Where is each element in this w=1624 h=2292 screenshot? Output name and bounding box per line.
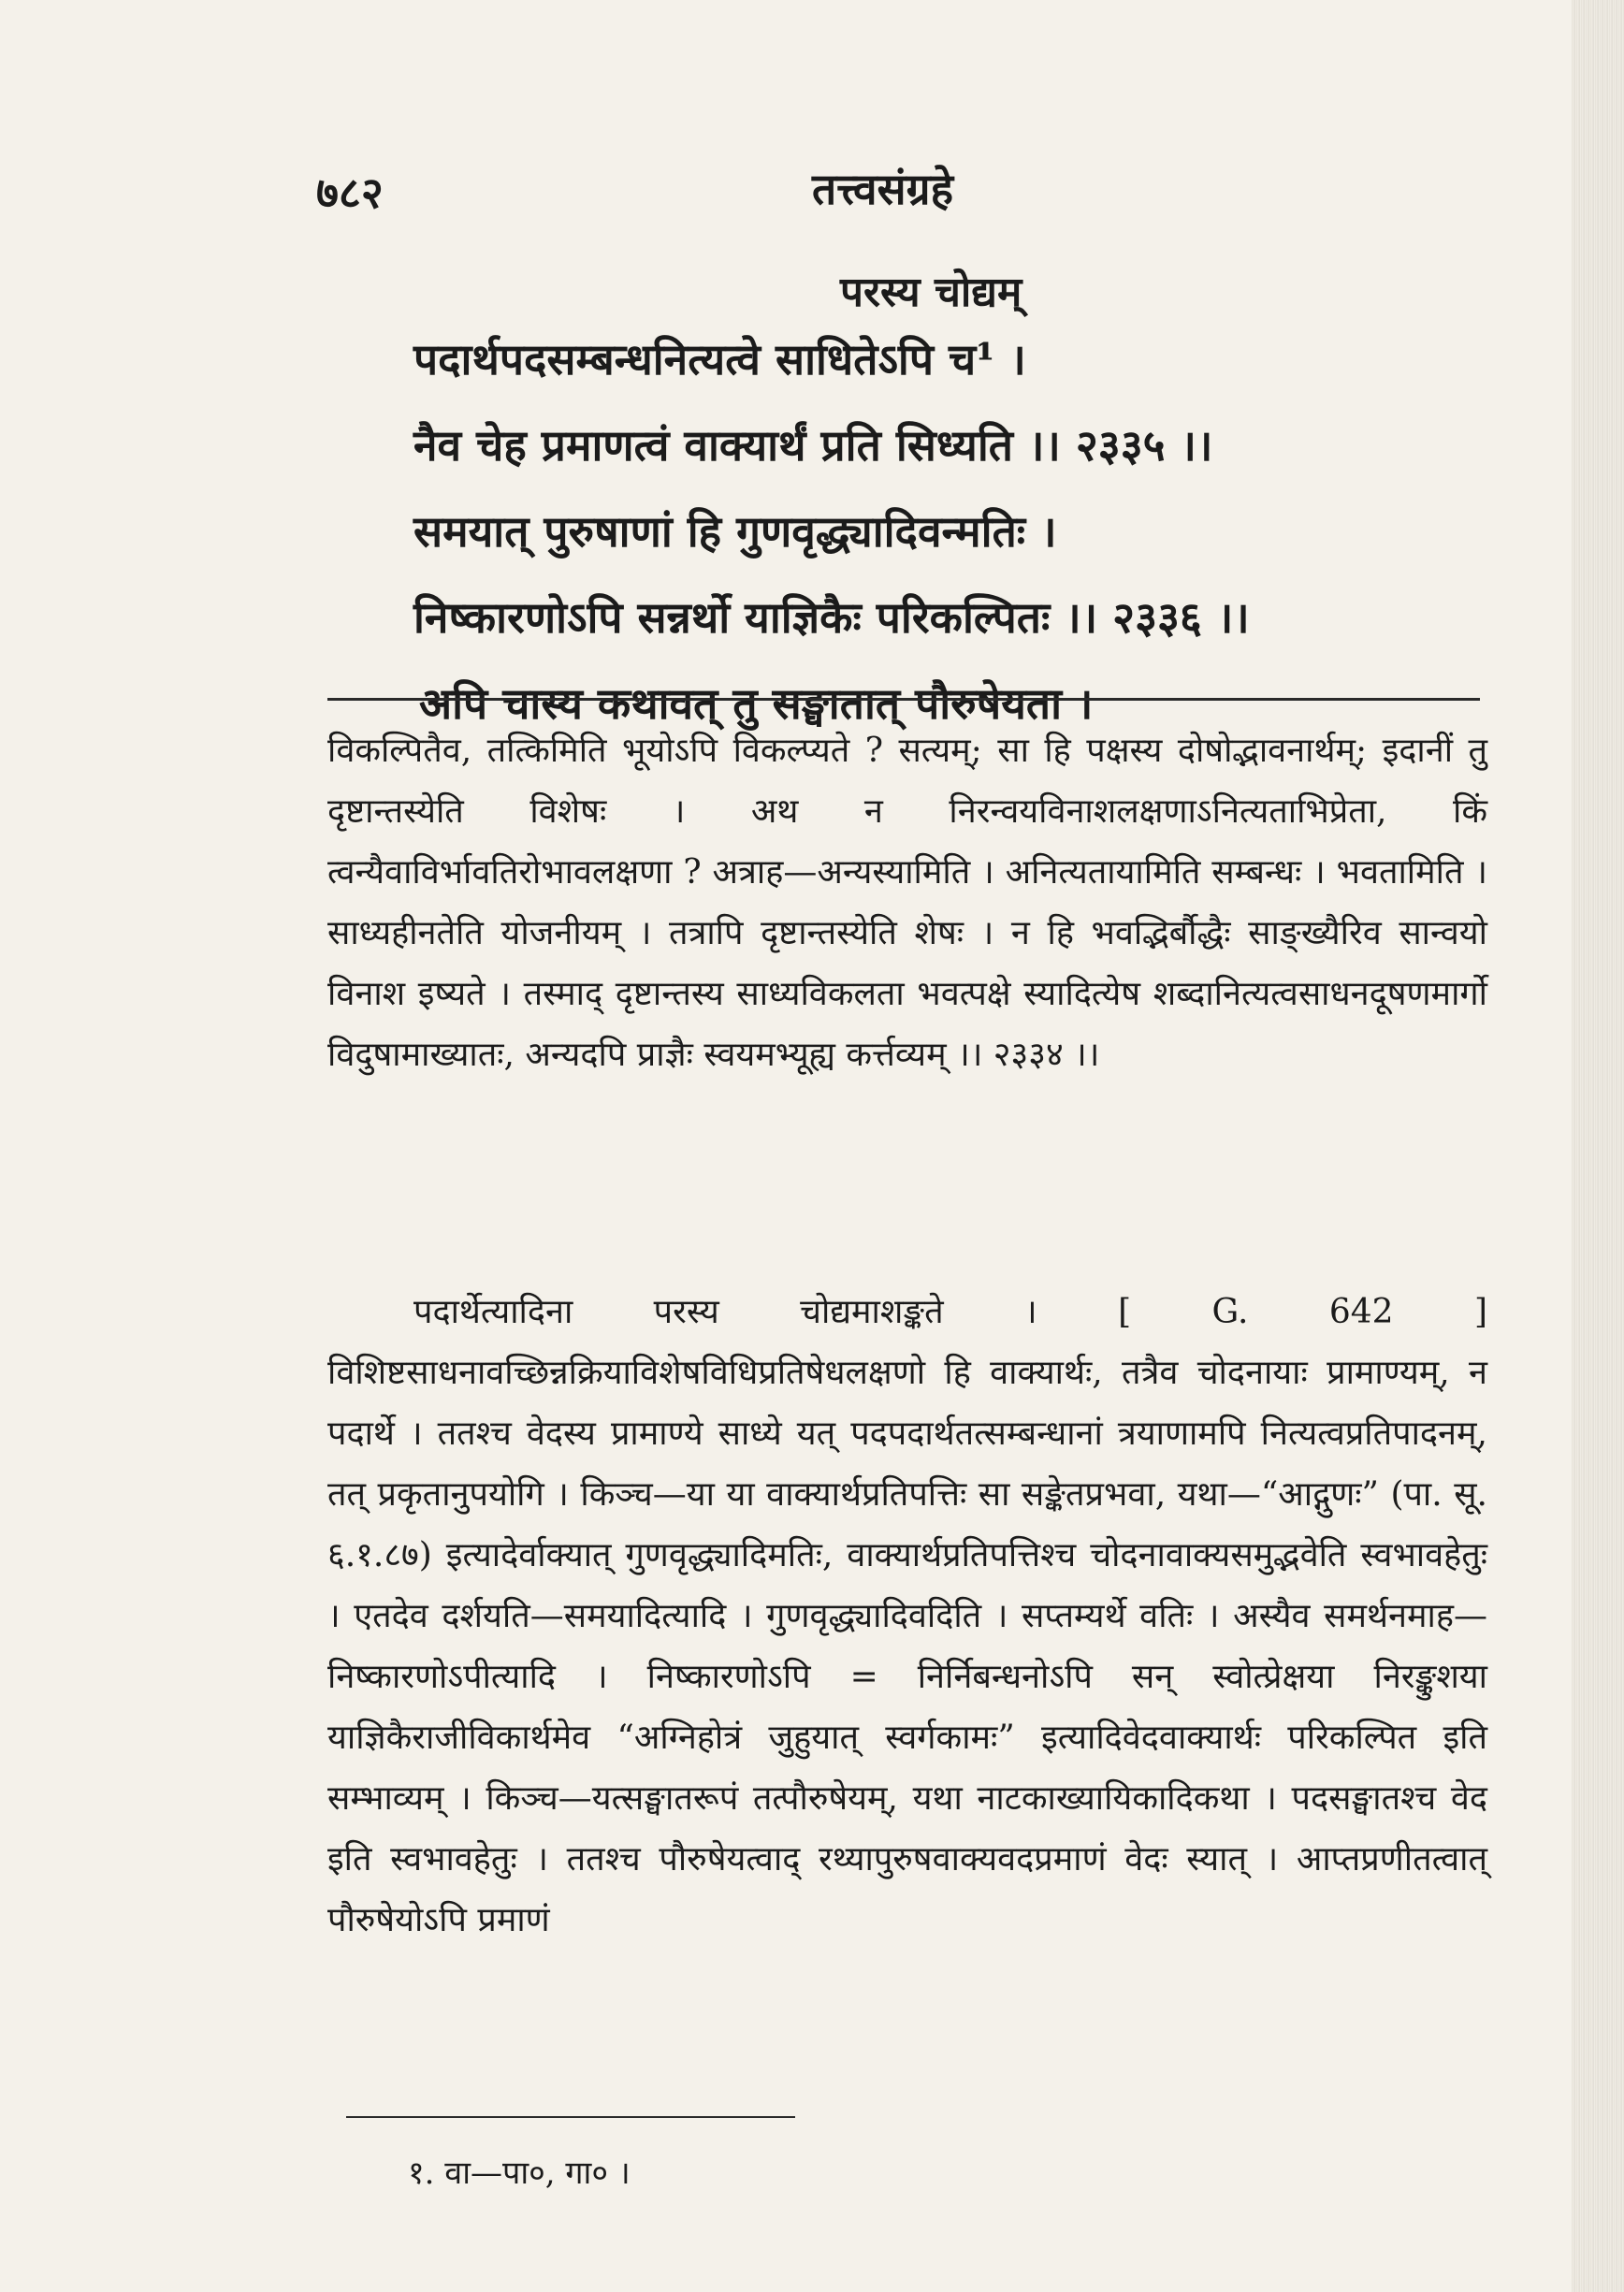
verse-section-title: परस्य चोद्यम् bbox=[840, 268, 1022, 316]
verse-block bbox=[413, 316, 1489, 747]
commentary-paragraph: विकल्पितैव, तत्किमिति भूयोऽपि विकल्प्यते ? सत्यम्; सा हि पक्षस्य दोषोद्भावनार्थम्; इदानीं तु दृष्टान्तस्येति विशेषः । अथ न निरन्वयविनाशलक्षणाऽनित्यताभिप्रेता, किं त्वन्यैवाविर्भावतिरोभावलक्षणा ? अत्राह—अन्यस्यामिति । अनित्यतायामिति सम्बन्धः । भवतामिति । साध्यहीनतेति योजनीयम् । तत्रापि दृष्टान्तस्येति शेषः । न हि भवद्भिर्बौद्धैः साङ्ख्यैरिव सान्वयो विनाश इष्यते । तस्माद् दृष्टान्तस्य साध्यविकलता भवत्पक्षे स्यादित्येष शब्दानित्यत्वसाधनदूषणमार्गो विदुषामाख्यातः, अन्यदपि प्राज्ञैः स्वयमभ्यूह्य कर्त्तव्यम् ।। २३३४ ।। bbox=[327, 732, 1487, 1074]
footnote-divider bbox=[346, 2116, 795, 2118]
running-head: तत्त्वसंग्रहे bbox=[812, 164, 954, 214]
verse-line: अपि चास्य कथावत् तु सङ्घातात् पौरुषेयता । bbox=[419, 678, 1094, 729]
verse-line: निष्कारणोऽपि सन्नर्थो याज्ञिकैः परिकल्पितः ।। २३३६ ।। bbox=[413, 592, 1250, 643]
verse-line: पदार्थपदसम्बन्धनित्यत्वे साधितेऽपि च¹ । bbox=[413, 334, 1026, 384]
page-number: ७८२ bbox=[316, 167, 384, 218]
verse-line: नैव चेह प्रमाणत्वं वाक्यार्थं प्रति सिध्यति ।। २३३५ ।। bbox=[413, 420, 1213, 471]
commentary-paragraph: पदार्थेत्यादिना परस्य चोद्यमाशङ्कते । [ G. 642 ] विशिष्टसाधनावच्छिन्नक्रियाविशेषविधिप्रतिषेधलक्षणो हि वाक्यार्थः, तत्रैव चोदनायाः प्रामाण्यम्, न पदार्थे । ततश्च वेदस्य प्रामाण्ये साध्ये यत् पदपदार्थतत्सम्बन्धानां त्रयाणामपि नित्यत्वप्रतिपादनम्, तत् प्रकृतानुपयोगि । किञ्च—या या वाक्यार्थप्रतिपत्तिः सा सङ्केतप्रभवा, यथा—“आद्गुणः” (पा. सू. ६.१.८७) इत्यादेर्वाक्यात् गुणवृद्ध्यादिमतिः, वाक्यार्थप्रतिपत्तिश्च चोदनावाक्यसमुद्भवेति स्वभावहेतुः । एतदेव दर्शयति—समयादित्यादि । गुणवृद्ध्यादिवदिति । सप्तम्यर्थे वतिः । अस्यैव समर्थनमाह—निष्कारणोऽपीत्यादि । निष्कारणोऽपि = निर्निबन्धनोऽपि सन् स्वोत्प्रेक्षया निरङ्कुशया याज्ञिकैराजीविकार्थमेव “अग्निहोत्रं जुहुयात् स्वर्गकामः” इत्यादिवेदवाक्यार्थः परिकल्पित इति सम्भाव्यम् । किञ्च—यत्सङ्घातरूपं तत्पौरुषेयम्, यथा नाटकाख्यायिकादिकथा । पदसङ्घातश्च वेद इति स्वभावहेतुः । ततश्च पौरुषेयत्वाद् रथ्यापुरुषवाक्यवदप्रमाणं वेदः स्यात् । आप्तप्रणीतत्वात् पौरुषेयोऽपि प्रमाणं bbox=[327, 1293, 1487, 1939]
verse-commentary-divider bbox=[327, 698, 1480, 701]
verse-line: समयात् पुरुषाणां हि गुणवृद्ध्यादिवन्मतिः । bbox=[413, 506, 1057, 557]
page-edge-shading bbox=[1572, 0, 1624, 2292]
footnote: १. वा—पा०, गा० । bbox=[408, 2154, 631, 2192]
